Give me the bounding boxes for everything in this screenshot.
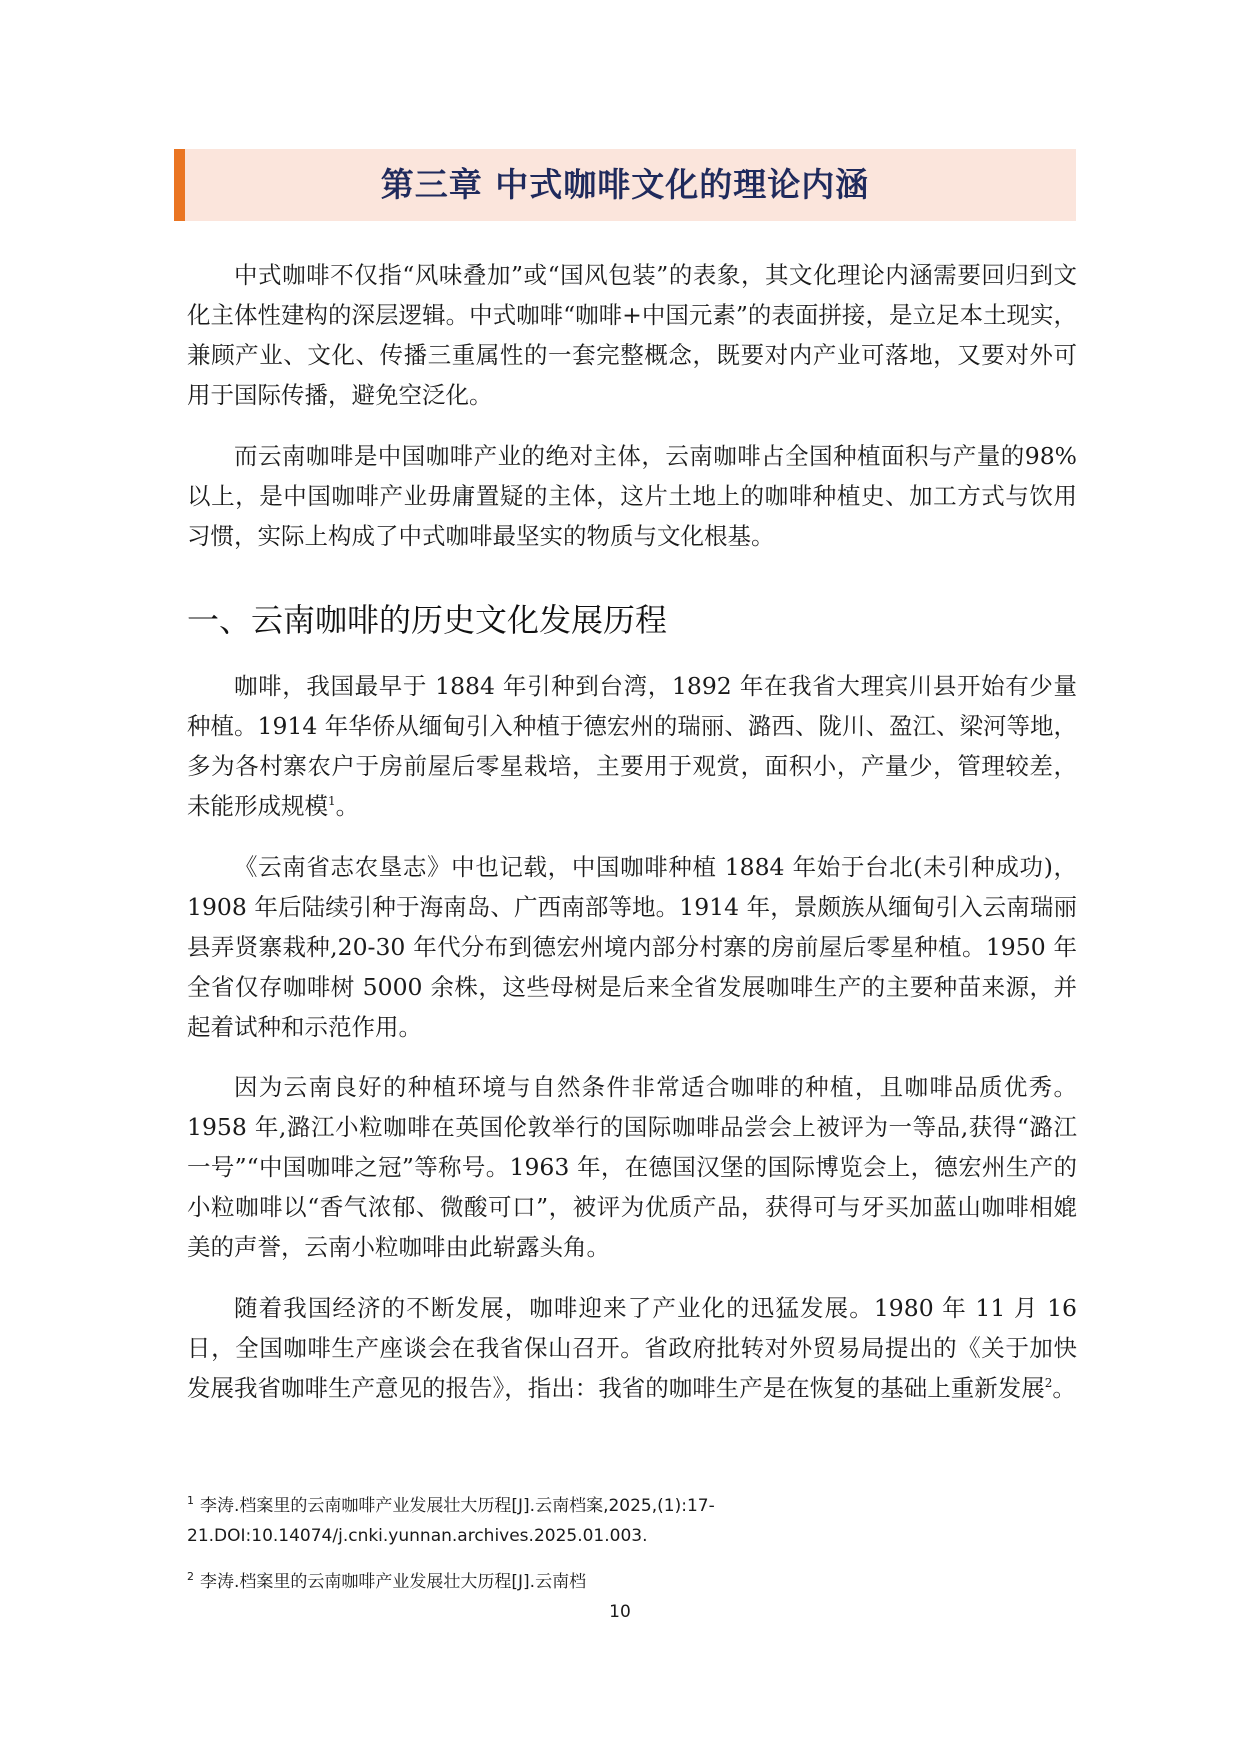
paragraph-end: 。 [1052,1374,1076,1402]
footnote-mark: 2 [187,1570,194,1583]
body-paragraph-2: 《云南省志农垦志》中也记载，中国咖啡种植 1884 年始于台北(未引种成功)，1908 年后陆续引种于海南岛、广西南部等地。1914 年，景颇族从缅甸引入云南瑞丽县弄贤寨栽种,20-30 年代分布到德宏州境内部分村寨的房前屋后零星种植。1950 年全省仅存咖啡树 5000 余株，这些母树是后来全省发展咖啡生产的主要种苗来源，并起着试种和示范作用。 [187,853,1077,1041]
footnote-text: 李涛.档案里的云南咖啡产业发展壮大历程[J].云南档 [200,1572,587,1592]
page-number: 10 [609,1602,631,1622]
intro-paragraph-2: 而云南咖啡是中国咖啡产业的绝对主体，云南咖啡占全国种植面积与产量的98%以上，是中国咖啡产业毋庸置疑的主体，这片土地上的咖啡种植史、加工方式与饮用习惯，实际上构成了中式咖啡最坚实的物质与文化根基。 [187,442,1077,550]
section-heading: 一、云南咖啡的历史文化发展历程 [187,601,668,639]
body-paragraph-4 [187,1288,1077,1408]
body-paragraph-1 [187,666,1077,826]
footnote-reference-1[interactable]: 1 [328,794,336,808]
chapter-title: 第三章 中式咖啡文化的理论内涵 [380,165,870,204]
footnote-mark: 1 [187,1494,194,1507]
footnote-text: 李涛.档案里的云南咖啡产业发展壮大历程[J].云南档案,2025,(1):17-21.DOI:10.14074/j.cnki.yunnan.archives.2025.01.003. [187,1496,715,1546]
body-paragraph-3: 因为云南良好的种植环境与自然条件非常适合咖啡的种植，且咖啡品质优秀。1958 年,潞江小粒咖啡在英国伦敦举行的国际咖啡品尝会上被评为一等品,获得“潞江一号”“中国咖啡之冠”等称号。1963 年，在德国汉堡的国际博览会上，德宏州生产的小粒咖啡以“香气浓郁、微酸可口”，被评为优质产品，获得可与牙买加蓝山咖啡相媲美的声誉，云南小粒咖啡由此崭露头角。 [187,1073,1077,1261]
footnote-1 [187,1491,1077,1551]
footnote-reference-2[interactable]: 2 [1044,1376,1053,1390]
intro-paragraph-1: 中式咖啡不仅指“风味叠加”或“国风包装”的表象，其文化理论内涵需要回归到文化主体性建构的深层逻辑。中式咖啡“咖啡+中国元素”的表面拼接，是立足本土现实，兼顾产业、文化、传播三重属性的一套完整概念，既要对内产业可落地，又要对外可用于国际传播，避免空泛化。 [187,261,1077,409]
footnote-2 [187,1567,1077,1597]
paragraph-text: 随着我国经济的不断发展，咖啡迎来了产业化的迅猛发展。1980 年 11 月 16 日，全国咖啡生产座谈会在我省保山召开。省政府批转对外贸易局提出的《关于加快发展我省咖啡生产意见的报告》，指出：我省的咖啡生产是在恢复的基础上重新发展 [187,1294,1077,1402]
paragraph-end: 。 [335,792,360,820]
chapter-banner [174,149,1076,221]
paragraph-text: 咖啡，我国最早于 1884 年引种到台湾，1892 年在我省大理宾川县开始有少量种植。1914 年华侨从缅甸引入种植于德宏州的瑞丽、潞西、陇川、盈江、梁河等地，多为各村寨农户于房前屋后零星栽培，主要用于观赏，面积小，产量少，管理较差，未能形成规模 [187,672,1077,820]
